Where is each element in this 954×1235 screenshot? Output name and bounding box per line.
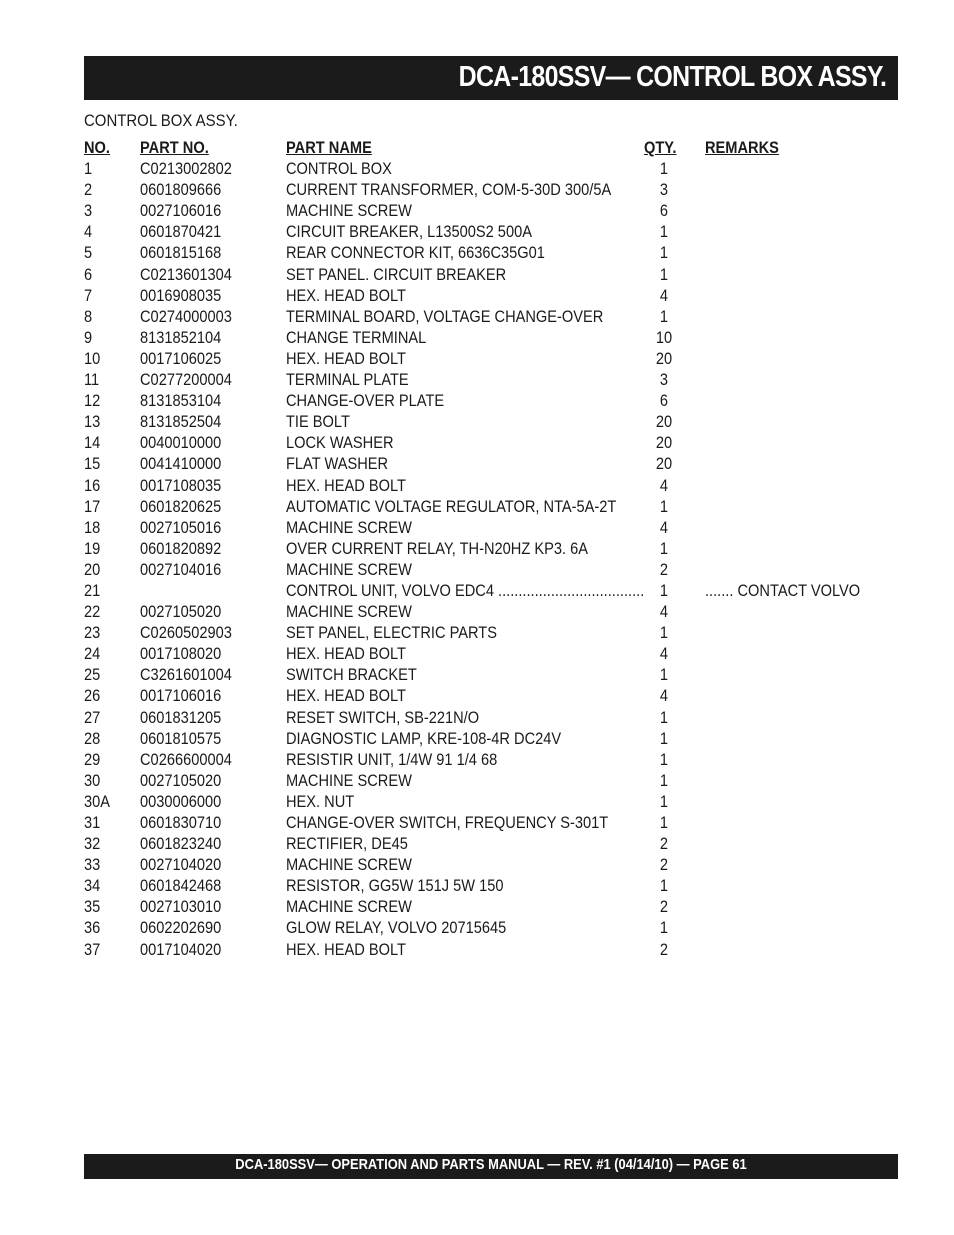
row-qty: 4 bbox=[659, 475, 669, 495]
row-no: 6 bbox=[84, 264, 93, 284]
row-part-name: OVER CURRENT RELAY, TH-N20HZ KP3. 6A bbox=[286, 538, 588, 558]
row-part-name: RESISTOR, GG5W 151J 5W 150 bbox=[286, 876, 504, 896]
row-part-no: 0030006000 bbox=[140, 791, 222, 811]
row-no: 8 bbox=[84, 306, 93, 326]
table-row bbox=[84, 432, 898, 453]
row-part-no: 0601830710 bbox=[140, 813, 222, 832]
row-part-no: C3261601004 bbox=[140, 665, 232, 685]
table-row bbox=[84, 791, 898, 812]
row-part-no: 0601842468 bbox=[140, 876, 222, 896]
row-no: 28 bbox=[84, 728, 101, 748]
row-part-name: MACHINE SCREW bbox=[286, 855, 412, 875]
row-no: 16 bbox=[84, 475, 101, 495]
row-no: 9 bbox=[84, 327, 93, 347]
table-row bbox=[84, 833, 898, 854]
table-row bbox=[84, 728, 898, 749]
row-qty: 20 bbox=[655, 454, 673, 474]
table-row bbox=[84, 707, 898, 728]
row-qty: 1 bbox=[659, 665, 669, 685]
row-part-name: HEX. HEAD BOLT bbox=[286, 686, 406, 706]
row-no: 18 bbox=[84, 517, 101, 537]
row-no: 4 bbox=[84, 222, 93, 242]
row-part-no: 0017106025 bbox=[140, 348, 222, 368]
row-part-no: 0601815168 bbox=[140, 243, 222, 263]
row-remarks: ....... CONTACT VOLVO bbox=[705, 580, 861, 600]
row-qty: 4 bbox=[659, 517, 669, 537]
row-part-no: 0601820625 bbox=[140, 496, 222, 516]
row-no: 30A bbox=[84, 791, 111, 811]
table-row bbox=[84, 200, 898, 221]
table-row bbox=[84, 559, 898, 580]
row-no: 22 bbox=[84, 602, 101, 622]
row-no: 36 bbox=[84, 918, 101, 938]
row-qty: 1 bbox=[659, 306, 669, 326]
row-part-no: 0027105020 bbox=[140, 770, 222, 790]
row-qty: 6 bbox=[659, 201, 669, 221]
row-part-no: C0213601304 bbox=[140, 264, 232, 284]
row-part-no: C0260502903 bbox=[140, 623, 232, 643]
row-no: 21 bbox=[84, 580, 101, 600]
row-part-no: 0027106016 bbox=[140, 201, 222, 221]
page-footer-bar bbox=[84, 1154, 898, 1179]
row-qty: 1 bbox=[659, 496, 669, 516]
row-qty: 1 bbox=[659, 813, 669, 832]
table-row bbox=[84, 221, 898, 242]
row-no: 34 bbox=[84, 876, 101, 896]
row-part-name: CHANGE-OVER SWITCH, FREQUENCY S-301T bbox=[286, 813, 609, 832]
row-no: 12 bbox=[84, 391, 101, 411]
row-qty: 1 bbox=[659, 918, 669, 938]
row-part-no: 8131852504 bbox=[140, 412, 222, 432]
row-no: 29 bbox=[84, 749, 101, 769]
row-part-no: 0027105020 bbox=[140, 602, 222, 622]
table-row bbox=[84, 475, 898, 496]
row-qty: 6 bbox=[659, 391, 669, 411]
table-row bbox=[84, 285, 898, 306]
page-title: DCA-180SSV— CONTROL BOX ASSY. bbox=[458, 61, 886, 93]
row-part-name: MACHINE SCREW bbox=[286, 201, 412, 221]
row-part-no: 8131852104 bbox=[140, 327, 222, 347]
column-header-part-name: PART NAME bbox=[286, 138, 372, 157]
table-row bbox=[84, 496, 898, 517]
row-part-no: 0601831205 bbox=[140, 707, 222, 727]
row-part-name: CONTROL UNIT, VOLVO EDC4 .................................... bbox=[286, 580, 645, 600]
table-row bbox=[84, 179, 898, 200]
table-header bbox=[84, 137, 898, 158]
row-no: 14 bbox=[84, 433, 101, 453]
table-row bbox=[84, 749, 898, 770]
row-part-name: CHANGE-OVER PLATE bbox=[286, 391, 445, 411]
table-row bbox=[84, 264, 898, 285]
row-part-name: REAR CONNECTOR KIT, 6636C35G01 bbox=[286, 243, 545, 263]
row-part-no: 0027104020 bbox=[140, 855, 222, 875]
row-part-no: 8131853104 bbox=[140, 391, 222, 411]
row-part-name: TERMINAL BOARD, VOLTAGE CHANGE-OVER bbox=[286, 306, 604, 326]
row-no: 23 bbox=[84, 623, 101, 643]
row-qty: 1 bbox=[659, 707, 669, 727]
row-part-name: SWITCH BRACKET bbox=[286, 665, 417, 685]
row-part-no: C0213002802 bbox=[140, 159, 232, 179]
row-part-no: 0601810575 bbox=[140, 728, 222, 748]
row-qty: 1 bbox=[659, 728, 669, 748]
column-header-part-no: PART NO. bbox=[140, 138, 209, 157]
row-part-name: CONTROL BOX bbox=[286, 159, 392, 179]
row-part-name: HEX. HEAD BOLT bbox=[286, 475, 406, 495]
table-row bbox=[84, 939, 898, 960]
table-row bbox=[84, 306, 898, 327]
table-row bbox=[84, 390, 898, 411]
row-no: 27 bbox=[84, 707, 101, 727]
row-part-name: CURRENT TRANSFORMER, COM-5-30D 300/5A bbox=[286, 180, 612, 200]
row-part-no: 0602202690 bbox=[140, 918, 222, 938]
row-part-no: 0601870421 bbox=[140, 222, 222, 242]
row-no: 17 bbox=[84, 496, 101, 516]
table-row bbox=[84, 917, 898, 938]
table-row bbox=[84, 158, 898, 179]
row-part-name: MACHINE SCREW bbox=[286, 559, 412, 579]
row-part-no: 0601823240 bbox=[140, 834, 222, 854]
row-no: 7 bbox=[84, 285, 93, 305]
table-row bbox=[84, 875, 898, 896]
row-part-no: C0277200004 bbox=[140, 370, 232, 390]
row-part-name: RESISTIR UNIT, 1/4W 91 1/4 68 bbox=[286, 749, 498, 769]
row-no: 1 bbox=[84, 159, 93, 179]
row-qty: 2 bbox=[659, 855, 669, 875]
row-part-name: TIE BOLT bbox=[286, 412, 350, 432]
column-header-qty: QTY. bbox=[644, 138, 677, 157]
row-part-name: DIAGNOSTIC LAMP, KRE-108-4R DC24V bbox=[286, 728, 562, 748]
row-part-no: 0601809666 bbox=[140, 180, 222, 200]
row-part-name: CHANGE TERMINAL bbox=[286, 327, 427, 347]
row-no: 13 bbox=[84, 412, 101, 432]
row-no: 24 bbox=[84, 644, 101, 664]
row-qty: 1 bbox=[659, 243, 669, 263]
row-part-no: 0027104016 bbox=[140, 559, 222, 579]
table-row bbox=[84, 812, 898, 833]
row-part-name: TERMINAL PLATE bbox=[286, 370, 409, 390]
row-qty: 2 bbox=[659, 559, 669, 579]
table-row bbox=[84, 369, 898, 390]
row-part-name: GLOW RELAY, VOLVO 20715645 bbox=[286, 918, 507, 938]
row-qty: 1 bbox=[659, 791, 669, 811]
row-part-no: 0017108020 bbox=[140, 644, 222, 664]
row-part-no: 0017106016 bbox=[140, 686, 222, 706]
row-qty: 20 bbox=[655, 412, 673, 432]
column-header-no: NO. bbox=[84, 138, 111, 157]
row-qty: 1 bbox=[659, 876, 669, 896]
row-qty: 3 bbox=[659, 370, 669, 390]
row-part-name: HEX. HEAD BOLT bbox=[286, 285, 406, 305]
row-no: 33 bbox=[84, 855, 101, 875]
row-part-name: SET PANEL, ELECTRIC PARTS bbox=[286, 623, 497, 643]
table-row bbox=[84, 453, 898, 474]
row-qty: 2 bbox=[659, 897, 669, 917]
row-qty: 1 bbox=[659, 749, 669, 769]
row-qty: 20 bbox=[655, 433, 673, 453]
row-part-no: 0601820892 bbox=[140, 538, 222, 558]
row-qty: 3 bbox=[659, 180, 669, 200]
table-row bbox=[84, 854, 898, 875]
table-row bbox=[84, 770, 898, 791]
row-no: 15 bbox=[84, 454, 101, 474]
table-row bbox=[84, 685, 898, 706]
row-part-no: C0274000003 bbox=[140, 306, 232, 326]
column-header-remarks: REMARKS bbox=[705, 138, 779, 157]
row-no: 32 bbox=[84, 834, 101, 854]
table-row bbox=[84, 664, 898, 685]
row-part-no: 0040010000 bbox=[140, 433, 222, 453]
table-row bbox=[84, 242, 898, 263]
row-no: 5 bbox=[84, 243, 93, 263]
row-no: 20 bbox=[84, 559, 101, 579]
row-no: 37 bbox=[84, 939, 101, 959]
row-no: 19 bbox=[84, 538, 101, 558]
row-qty: 10 bbox=[655, 327, 673, 347]
row-no: 10 bbox=[84, 348, 101, 368]
row-part-name: LOCK WASHER bbox=[286, 433, 394, 453]
row-part-name: MACHINE SCREW bbox=[286, 770, 412, 790]
row-no: 25 bbox=[84, 665, 101, 685]
table-row bbox=[84, 327, 898, 348]
table-row bbox=[84, 896, 898, 917]
parts-table bbox=[84, 137, 898, 960]
row-part-no: 0017108035 bbox=[140, 475, 222, 495]
row-qty: 4 bbox=[659, 644, 669, 664]
table-row bbox=[84, 643, 898, 664]
row-part-no: 0016908035 bbox=[140, 285, 222, 305]
table-row bbox=[84, 348, 898, 369]
row-qty: 1 bbox=[659, 538, 669, 558]
row-part-name: MACHINE SCREW bbox=[286, 602, 412, 622]
row-part-name: HEX. HEAD BOLT bbox=[286, 348, 406, 368]
row-part-name: MACHINE SCREW bbox=[286, 897, 412, 917]
row-part-no: 0027103010 bbox=[140, 897, 222, 917]
row-no: 3 bbox=[84, 201, 93, 221]
row-part-no: 0027105016 bbox=[140, 517, 222, 537]
row-qty: 20 bbox=[655, 348, 673, 368]
row-part-name: AUTOMATIC VOLTAGE REGULATOR, NTA-5A-2T bbox=[286, 496, 617, 516]
table-row bbox=[84, 622, 898, 643]
page-footer-text: DCA-180SSV— OPERATION AND PARTS MANUAL — REV. #1 (04/14/10) — PAGE 61 bbox=[235, 1156, 747, 1173]
table-row bbox=[84, 601, 898, 622]
row-part-name: RECTIFIER, DE45 bbox=[286, 834, 408, 854]
section-label: CONTROL BOX ASSY. bbox=[84, 111, 238, 130]
row-qty: 1 bbox=[659, 623, 669, 643]
page-title-bar bbox=[84, 56, 898, 100]
row-part-name: SET PANEL. CIRCUIT BREAKER bbox=[286, 264, 507, 284]
row-qty: 1 bbox=[659, 770, 669, 790]
row-qty: 2 bbox=[659, 834, 669, 854]
row-qty: 1 bbox=[659, 222, 669, 242]
row-no: 31 bbox=[84, 813, 101, 832]
row-part-no: 0017104020 bbox=[140, 939, 222, 959]
row-qty: 1 bbox=[659, 580, 669, 600]
row-part-name: HEX. HEAD BOLT bbox=[286, 644, 406, 664]
row-part-name: RESET SWITCH, SB-221N/O bbox=[286, 707, 480, 727]
row-part-name: MACHINE SCREW bbox=[286, 517, 412, 537]
row-qty: 2 bbox=[659, 939, 669, 959]
row-part-name: FLAT WASHER bbox=[286, 454, 389, 474]
row-no: 26 bbox=[84, 686, 101, 706]
row-no: 35 bbox=[84, 897, 101, 917]
table-row bbox=[84, 517, 898, 538]
row-no: 11 bbox=[84, 370, 100, 390]
row-part-no: C0266600004 bbox=[140, 749, 232, 769]
row-qty: 4 bbox=[659, 285, 669, 305]
row-no: 2 bbox=[84, 180, 93, 200]
row-qty: 4 bbox=[659, 602, 669, 622]
table-body bbox=[84, 158, 898, 960]
row-part-name: HEX. NUT bbox=[286, 791, 355, 811]
table-row bbox=[84, 538, 898, 559]
row-part-name: CIRCUIT BREAKER, L13500S2 500A bbox=[286, 222, 532, 242]
row-qty: 1 bbox=[659, 159, 669, 179]
row-part-no: 0041410000 bbox=[140, 454, 222, 474]
table-row bbox=[84, 411, 898, 432]
row-part-name: HEX. HEAD BOLT bbox=[286, 939, 406, 959]
row-no: 30 bbox=[84, 770, 101, 790]
table-row bbox=[84, 580, 898, 601]
row-qty: 1 bbox=[659, 264, 669, 284]
row-qty: 4 bbox=[659, 686, 669, 706]
